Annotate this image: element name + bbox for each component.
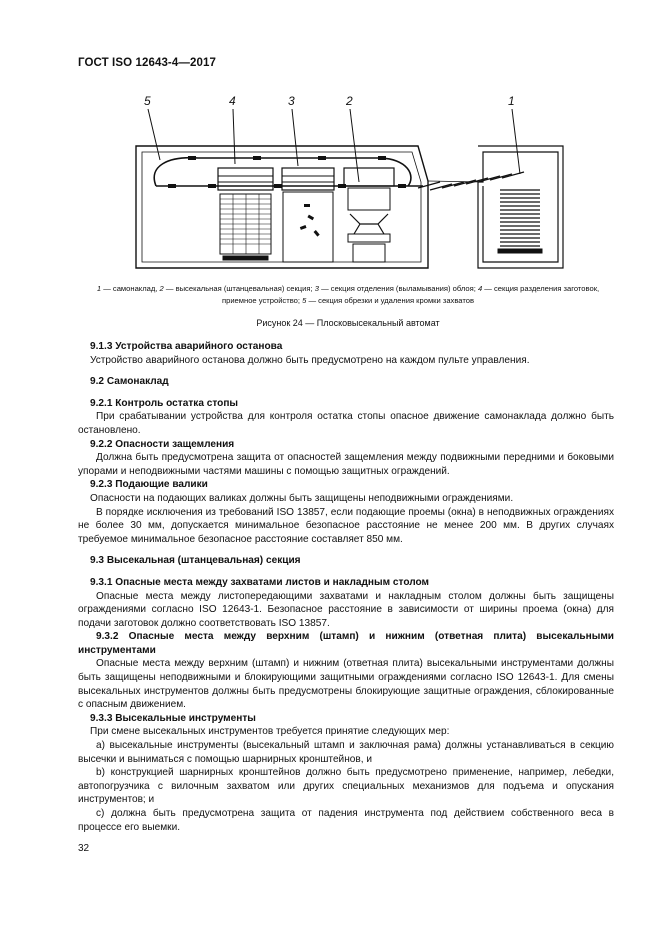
legend-num-3: 3 [314,284,319,293]
heading-9-2-1: 9.2.1 Контроль остатка стопы [90,397,239,409]
figure-label-3: 3 [288,94,295,108]
page-number: 32 [78,843,90,854]
legend-num-1: 1 [96,284,102,293]
paragraph: Должна быть предусмотрена защита от опасностей защемления между подвижными передними и боковыми упорами и неподвижными частями машины с помощью защитных ограждений. [78,452,614,477]
legend-num-2: 2 [159,284,164,293]
heading-9-1-3: 9.1.3 Устройства аварийного останова [90,341,283,352]
figure-caption: Рисунок 24 — Плосковысекальный автомат [256,318,440,328]
paragraph: Опасные места между верхним (штамп) и нижним (ответная плита) высекальными инструментами должны быть защищены неподвижными и блокирующими защитными ограждениями согласно ISO 12643-1. Для смены высекальных инструментов должны быть предусмотрены блокирующие защитные ограждения, сблокированные с опасным движением. [78,658,614,711]
legend-text-1: — самонаклад, [101,284,160,293]
document-header: ГОСТ ISO 12643-4—2017 [78,57,216,69]
legend-num-5: 5 [302,295,307,305]
document-body [78,340,614,834]
list-item-a: a) высекальные инструменты (высекальный штамп и заключная рама) должны устанавливаться в секцию высечки и выниматься с помощью шарнирных кронштейнов, и [78,740,614,765]
heading-9-3-2: 9.3.2 Опасные места между верхним (штамп) и нижним (ответная плита) высекальными инструментами [78,631,614,656]
heading-9-3-1: 9.3.1 Опасные места между захватами листов и накладным столом [90,576,430,588]
legend-text-5: — секция обрезки и удаления кромки захватов [306,295,475,305]
legend-num-4: 4 [477,284,483,293]
heading-9-2-2: 9.2.2 Опасности защемления [90,438,235,450]
heading-9-2-3: 9.2.3 Подающие валики [90,479,208,491]
paragraph: При срабатывании устройства для контроля остатка стопы опасное движение самонаклада должно быть остановлено. [78,411,614,436]
figure-label-2: 2 [346,94,353,108]
paragraph: Опасные места между листопередающими захватами и накладным столом должны быть защищены ограждениями согласно ISO 12643-1. Безопасное расстояние в зависимости от ширины проема (окна) для подачи заготовок должно соответствовать ISO 13857. [78,590,614,629]
heading-9-3-3: 9.3.3 Высекальные инструменты [90,712,256,724]
figure-legend [80,283,616,306]
paragraph: Опасности на подающих валиках должны быть защищены неподвижными ограждениями. [90,492,514,504]
paragraph: Устройство аварийного останова должно быть предусмотрено на каждом пульте управления. [90,354,530,366]
figure-label-1: 1 [508,94,515,108]
heading-9-3: 9.3 Высекальная (штанцевальная) секция [90,555,301,567]
paragraph: В порядке исключения из требований ISO 13857, если подающие проемы (окна) в неподвижных ограждениях не более 30 мм, допускается минимальное безопасное расстояние не менее 200 мм. В других случаях требуемое минимальное безопасное расстояние составляет 850 мм. [78,506,614,545]
legend-text-2: — высекальная (штанцевальная) секция; [163,284,315,293]
figure-label-5: 5 [144,94,151,108]
list-item-c: c) должна быть предусмотрена защита от падения инструмента под действием собственного веса в процессе его выемки. [78,808,614,833]
legend-text-4: — секция разделения заготовок, приемное устройство; [221,284,600,305]
legend-text-3: — секция отделения (выламывания) облоя; [318,284,478,293]
paragraph: При смене высекальных инструментов требуется принятие следующих мер: [90,726,450,738]
heading-9-2: 9.2 Самонаклад [90,376,169,388]
figure-label-4: 4 [229,94,236,108]
flatbed-die-cutter-diagram [78,86,618,276]
list-item-b: b) конструкцией шарнирных кронштейнов должно быть предусмотрено применение, например, лебедки, автопогрузчика с вилочным захватом или других специальных механизмов для подъема и опускания инструментов; и [78,767,614,806]
